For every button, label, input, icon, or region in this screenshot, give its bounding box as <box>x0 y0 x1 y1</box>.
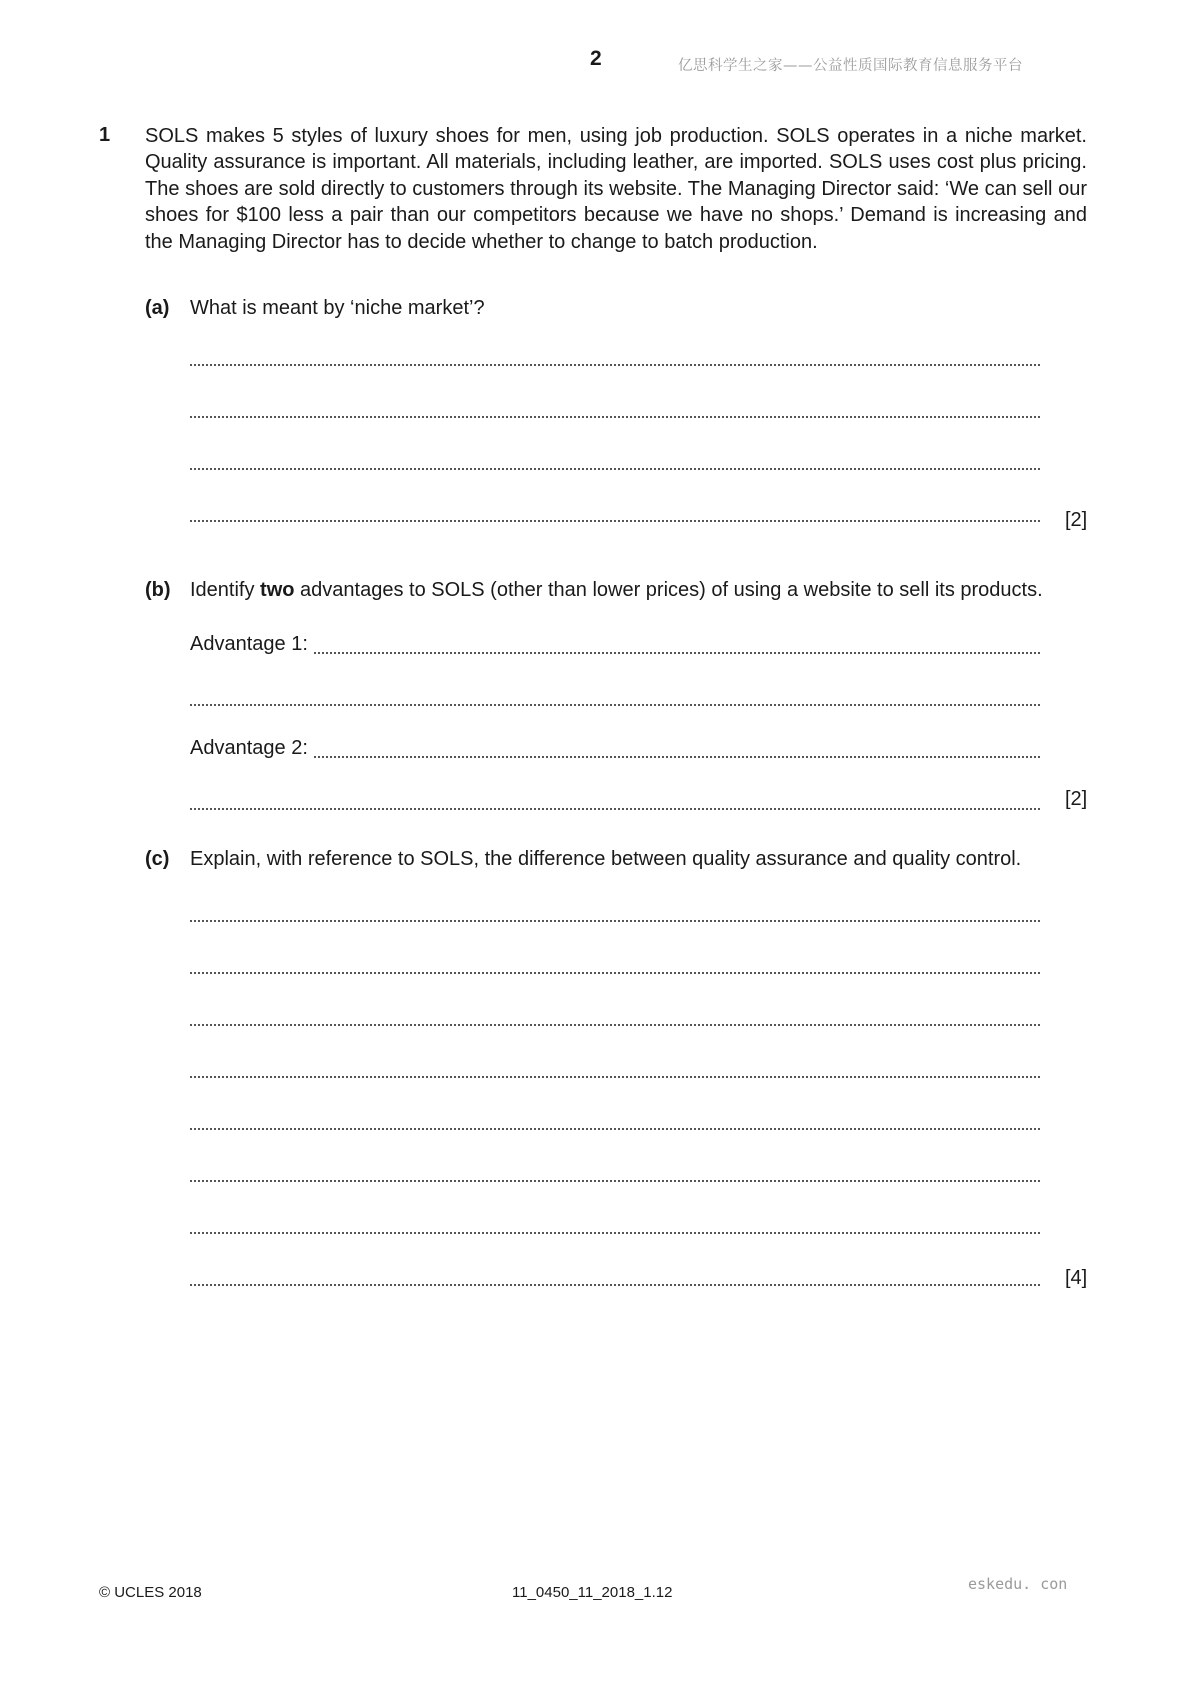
part-b-question-end: advantages to SOLS (other than lower prices) of using a website to sell its products. <box>294 579 1043 601</box>
part-a-label: (a) <box>145 297 170 319</box>
page-number: 2 <box>590 47 602 70</box>
part-b-label: (b) <box>145 579 171 601</box>
part-c-answer-line-5[interactable] <box>190 1128 1040 1130</box>
part-b-advantage-1-line[interactable] <box>190 652 1040 654</box>
part-a-answer-line-4[interactable] <box>190 520 1040 522</box>
part-c-answer-line-8[interactable] <box>190 1284 1040 1286</box>
question-stem: SOLS makes 5 styles of luxury shoes for men, using job production. SOLS operates in a niche market. Quality assurance is important. All materials, including leather, are imported. SOLS uses cost plus pricing. The shoes are sold directly to customers through its website. The Managing Director said: ‘We can sell our shoes for $100 less a pair than our competitors because we have no shops.’ Demand is increasing and the Managing Director has to decide whether to change to batch production. <box>145 125 1087 253</box>
part-a-question: What is meant by ‘niche market’? <box>190 297 485 319</box>
part-b-advantage-1-line-2[interactable] <box>190 704 1040 706</box>
part-b-question-emphasis: two <box>260 579 295 601</box>
advantage-1-label: Advantage 1: <box>190 633 314 656</box>
part-b-question <box>190 579 1043 602</box>
footer-copyright: © UCLES 2018 <box>99 1584 202 1601</box>
part-a-answer-line-3[interactable] <box>190 468 1040 470</box>
advantage-2-label: Advantage 2: <box>190 737 314 760</box>
part-c-answer-line-7[interactable] <box>190 1232 1040 1234</box>
part-a-answer-line-2[interactable] <box>190 416 1040 418</box>
part-b-advantage-2-line[interactable] <box>190 756 1040 758</box>
question-number: 1 <box>99 124 111 146</box>
footer-watermark: eskedu. con <box>968 1575 1068 1593</box>
part-b-advantage-2-line-2[interactable] <box>190 808 1040 810</box>
part-c-answer-line-1[interactable] <box>190 920 1040 922</box>
part-a-marks: [2] <box>1065 509 1088 531</box>
part-c-question: Explain, with reference to SOLS, the difference between quality assurance and quality control. <box>190 848 1022 870</box>
part-c-label: (c) <box>145 848 170 870</box>
part-a-answer-line-1[interactable] <box>190 364 1040 366</box>
header-watermark: 亿思科学生之家——公益性质国际教育信息服务平台 <box>678 58 1023 74</box>
part-c-marks: [4] <box>1065 1267 1088 1289</box>
footer-paper-code: 11_0450_11_2018_1.12 <box>512 1584 673 1601</box>
part-c-answer-line-4[interactable] <box>190 1076 1040 1078</box>
part-c-answer-line-6[interactable] <box>190 1180 1040 1182</box>
part-c-answer-line-3[interactable] <box>190 1024 1040 1026</box>
part-c-answer-line-2[interactable] <box>190 972 1040 974</box>
part-b-question-start: Identify <box>190 579 261 601</box>
part-b-marks: [2] <box>1065 788 1088 810</box>
